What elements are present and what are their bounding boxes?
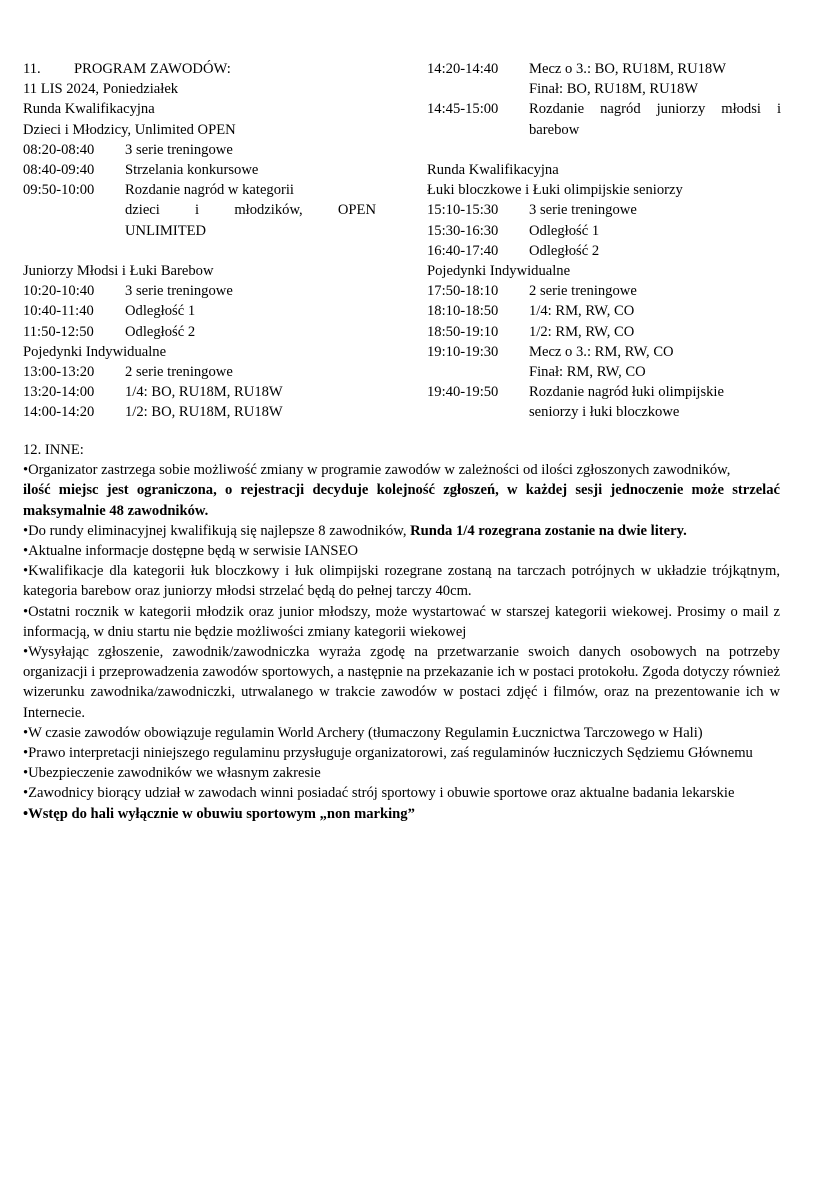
schedule-desc: 1/2: RM, RW, CO: [529, 323, 635, 340]
schedule-row: [427, 221, 781, 241]
schedule-row: [23, 301, 376, 321]
schedule-desc: Odległość 1: [529, 222, 600, 239]
paragraph-bold: •Wstęp do hali wyłącznie w obuwiu sportowym „non marking”: [23, 805, 415, 822]
schedule-row: [427, 382, 781, 402]
schedule-desc: Strzelania konkursowe: [125, 162, 259, 179]
block-subheading: Dzieci i Młodzicy, Unlimited OPEN: [23, 121, 236, 138]
block-heading: Juniorzy Młodsi i Łuki Barebow: [23, 263, 214, 280]
paragraph: •Aktualne informacje dostępne będą w serwisie IANSEO: [23, 543, 358, 560]
schedule-desc: Rozdanie nagród juniorzy młodsi i: [529, 101, 781, 118]
schedule-right-column: [427, 59, 781, 423]
schedule-row: [23, 180, 376, 200]
paragraph: •W czasie zawodów obowiązuje regulamin World Archery (tłumaczony Regulamin Łucznictwa Tarczowego w Hali): [23, 724, 703, 741]
schedule-time: 11:50-12:50: [23, 323, 94, 340]
block-subheading: Łuki bloczkowe i Łuki olimpijskie seniorzy: [427, 182, 683, 199]
schedule-row: [23, 362, 376, 382]
schedule-desc: 1/4: BO, RU18M, RU18W: [125, 384, 283, 401]
schedule-time: 16:40-17:40: [427, 242, 499, 259]
schedule-left-column: [23, 59, 376, 423]
schedule-time: 14:00-14:20: [23, 404, 95, 421]
schedule-row: [427, 241, 781, 261]
block-heading: Runda Kwalifikacyjna: [427, 162, 559, 178]
schedule-row: [427, 301, 781, 321]
schedule-time: 14:20-14:40: [427, 61, 499, 77]
schedule-row: [427, 281, 781, 301]
schedule-desc: Rozdanie nagród w kategorii: [125, 182, 294, 199]
section-heading: [23, 59, 376, 79]
schedule-desc: Mecz o 3.: BO, RU18M, RU18W: [529, 61, 727, 77]
other-section: [23, 440, 780, 824]
schedule-desc-continuation: Finał: RM, RW, CO: [529, 364, 646, 381]
schedule-desc-continuation: Finał: BO, RU18M, RU18W: [529, 81, 699, 98]
schedule-time: 17:50-18:10: [427, 283, 499, 300]
schedule-row: [427, 342, 781, 362]
schedule-time: 10:20-10:40: [23, 283, 95, 300]
schedule-time: 10:40-11:40: [23, 303, 94, 320]
schedule-time: 15:30-16:30: [427, 222, 499, 239]
paragraph: •Wysyłając zgłoszenie, zawodnik/zawodniczka wyraża zgodę na przetwarzanie swoich danych osobowych na potrzeby organizacji i przeprowadzenia zawodów sportowych, a następnie na przekazanie ich w postaci protokołu. Zgoda dotyczy również wizerunku zawodnika/zawodniczki, utrwalanego w trakcie zawodów w postaci zdjęć i filmów, oraz na prezentowanie ich w Internecie.: [23, 644, 780, 721]
paragraph: [23, 521, 780, 541]
schedule-row: [23, 281, 376, 301]
schedule-desc-continuation: UNLIMITED: [125, 222, 207, 239]
block-heading: Pojedynki Indywidualne: [427, 263, 571, 280]
schedule-row: [427, 99, 781, 119]
schedule-desc: 3 serie treningowe: [125, 283, 233, 300]
schedule-time: 13:00-13:20: [23, 364, 95, 381]
schedule-desc: 1/2: BO, RU18M, RU18W: [125, 404, 283, 421]
paragraph: •Zawodnicy biorący udział w zawodach winni posiadać strój sportowy i obuwie sportowe oraz aktualne badania lekarskie: [23, 785, 735, 802]
schedule-desc: 3 serie treningowe: [529, 202, 637, 219]
paragraph: •Ubezpieczenie zawodników we własnym zakresie: [23, 765, 321, 782]
section-number: 11.: [23, 61, 41, 77]
schedule-desc: Rozdanie nagród łuki olimpijskie: [529, 384, 724, 401]
paragraph: •Ostatni rocznik w kategorii młodzik oraz junior młodszy, może wystartować w starszej kategorii wiekowej. Prosimy o mail z informacją, w dniu startu nie będzie możliwości zmiany kategorii wiekowej: [23, 603, 780, 640]
spacer: [23, 241, 376, 261]
schedule-desc: Mecz o 3.: RM, RW, CO: [529, 343, 674, 360]
section-title: PROGRAM ZAWODÓW:: [74, 61, 231, 77]
block-heading: Pojedynki Indywidualne: [23, 343, 167, 360]
schedule-desc: 2 serie treningowe: [529, 283, 637, 300]
paragraph-text: •Do rundy eliminacyjnej kwalifikują się najlepsze 8 zawodników,: [23, 522, 411, 539]
schedule-time: 09:50-10:00: [23, 182, 95, 199]
schedule-desc: 1/4: RM, RW, CO: [529, 303, 635, 320]
schedule-desc: Odległość 2: [529, 242, 600, 259]
paragraph-text: •Organizator zastrzega sobie możliwość zmiany w programie zawodów w zależności od ilości zgłoszonych zawodników,: [23, 462, 731, 479]
schedule-desc-continuation: barebow: [529, 121, 580, 138]
schedule-time: 19:40-19:50: [427, 384, 499, 401]
paragraph: [23, 460, 780, 480]
schedule-row: [427, 59, 781, 79]
spacer: [427, 140, 781, 160]
schedule-time: 19:10-19:30: [427, 343, 499, 360]
schedule-time: 14:45-15:00: [427, 101, 499, 118]
schedule-row: [23, 140, 376, 160]
paragraph-bold: ilość miejsc jest ograniczona, o rejestracji decyduje kolejność zgłoszeń, w każdej sesji jednoczenie może strzelać maksymalnie 48 zawodników.: [23, 482, 780, 519]
schedule-desc-continuation: dzieci i młodzików, OPEN: [125, 202, 376, 219]
block-heading: Runda Kwalifikacyjna: [23, 101, 155, 118]
schedule-desc: Odległość 1: [125, 303, 196, 320]
paragraph: •Kwalifikacje dla kategorii łuk bloczkowy i łuk olimpijski rozegrane zostaną na tarczach potrójnych w układzie trójkątnym, kategoria barebow oraz juniorzy młodsi strzelać będą do pełnej tarczy 40cm.: [23, 563, 780, 600]
schedule-row: [23, 160, 376, 180]
schedule-time: 08:20-08:40: [23, 141, 95, 158]
event-date: 11 LIS 2024, Poniedziałek: [23, 81, 179, 98]
schedule-desc: 2 serie treningowe: [125, 364, 233, 381]
paragraph-bold-text: Runda 1/4 rozegrana zostanie na dwie litery.: [410, 522, 687, 539]
schedule-row: [427, 200, 781, 220]
schedule-row: [427, 322, 781, 342]
schedule-desc: 3 serie treningowe: [125, 141, 233, 158]
schedule-desc-continuation: seniorzy i łuki bloczkowe: [529, 404, 680, 421]
schedule-time: 18:50-19:10: [427, 323, 499, 340]
schedule-desc: Odległość 2: [125, 323, 196, 340]
schedule-time: 15:10-15:30: [427, 202, 499, 219]
schedule-row: [23, 402, 376, 422]
schedule-time: 13:20-14:00: [23, 384, 95, 401]
schedule-row: [23, 322, 376, 342]
schedule-row: [23, 382, 376, 402]
schedule-time: 18:10-18:50: [427, 303, 499, 320]
section-title: 12. INNE:: [23, 442, 84, 458]
schedule-time: 08:40-09:40: [23, 162, 95, 179]
paragraph: •Prawo interpretacji niniejszego regulaminu przysługuje organizatorowi, zaś regulaminów łuczniczych Sędziemu Głównemu: [23, 745, 753, 762]
